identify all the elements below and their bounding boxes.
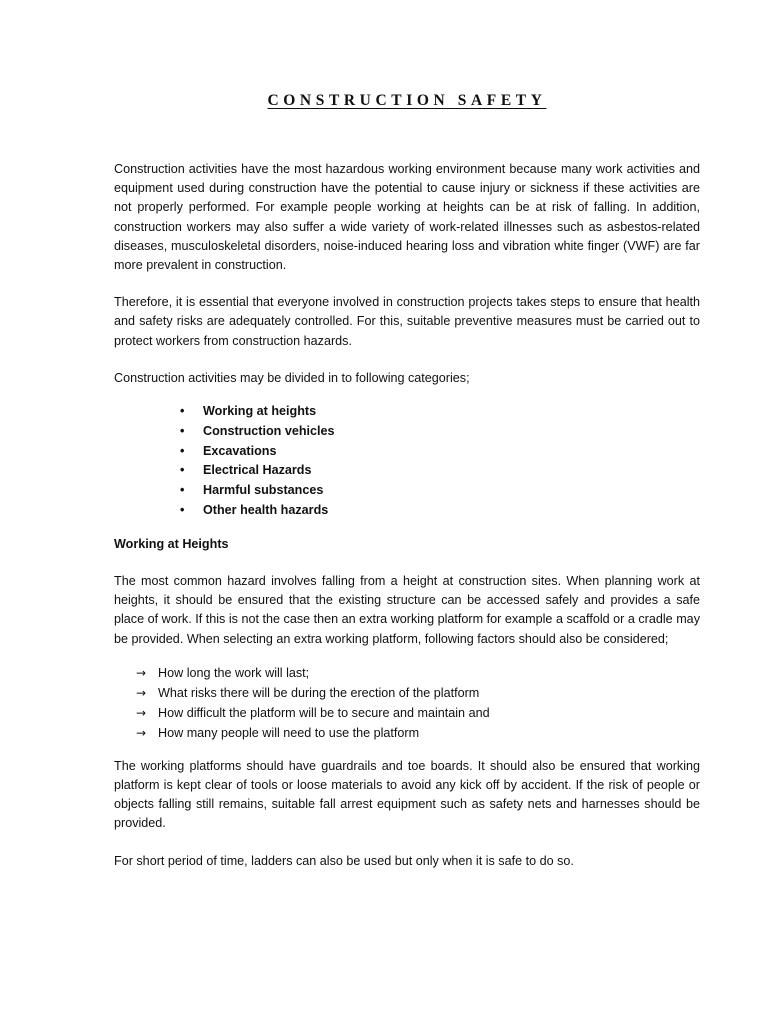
list-item [180,422,700,442]
list-item [180,442,700,462]
category-label: Harmful substances [203,483,324,498]
factor-label: How long the work will last; [158,665,310,680]
bullet-icon: • [180,443,185,458]
categories-list [114,402,700,521]
list-item [136,723,700,743]
factor-label: How difficult the platform will be to secure and maintain and [158,705,490,720]
list-item [136,683,700,703]
bullet-icon: • [180,503,185,518]
list-item [180,461,700,481]
bullet-icon: • [180,423,185,438]
category-label: Other health hazards [203,503,329,518]
bullet-icon: • [180,483,185,498]
arrow-right-icon: → [136,705,147,720]
heights-paragraph: The most common hazard involves falling from a height at construction sites. When planning work at heights, it should be ensured that the existing structure can be accessed safely and provides a safe place of work. If this is not the case then an extra working platform for example a scaffold or a cradle may be provided. When selecting an extra working platform, following factors should also be considered; [114,574,700,646]
intro-paragraph: Construction activities have the most hazardous working environment because many work activities and equipment used during construction have the potential to cause injury or sickness if these activities are not properly performed. For example people working at heights can be at risk of falling. In addition, construction workers may also suffer a wide variety of work-related illnesses such as asbestos-related diseases, musculoskeletal disorders, noise-induced hearing loss and vibration white finger (VWF) are far more prevalent in construction. [114,162,700,273]
category-label: Construction vehicles [203,423,335,438]
category-label: Electrical Hazards [203,463,312,478]
platforms-paragraph: The working platforms should have guardrails and toe boards. It should also be ensured that working platform is kept clear of tools or loose materials to avoid any kick off by accident. If the risk of people or objects falling still remains, suitable fall arrest equipment such as safety nets and harnesses should be provided. [114,758,700,831]
factor-label: How many people will need to use the platform [158,725,420,740]
factors-list [114,663,700,743]
ladders-paragraph: For short period of time, ladders can also be used but only when it is safe to do so. [114,853,574,868]
list-item [180,501,700,521]
factor-label: What risks there will be during the erection of the platform [158,685,480,700]
list-item [136,703,700,723]
arrow-right-icon: → [136,685,147,700]
list-item [136,663,700,683]
bullet-icon: • [180,404,185,419]
document-title-text: CONSTRUCTION SAFETY [267,92,547,109]
arrow-right-icon: → [136,665,147,680]
list-item [180,481,700,501]
category-label: Working at heights [203,404,317,419]
section-heading: Working at Heights [114,536,229,551]
document-page [114,92,700,871]
document-title [114,92,700,110]
bullet-icon: • [180,463,185,478]
therefore-paragraph: Therefore, it is essential that everyone involved in construction projects takes steps to ensure that health and safety risks are adequately controlled. For this, suitable preventive measures must be carried out to protect workers from construction hazards. [114,295,700,348]
list-item [180,402,700,422]
arrow-right-icon: → [136,725,147,740]
categories-intro: Construction activities may be divided in to following categories; [114,370,470,385]
category-label: Excavations [203,443,277,458]
